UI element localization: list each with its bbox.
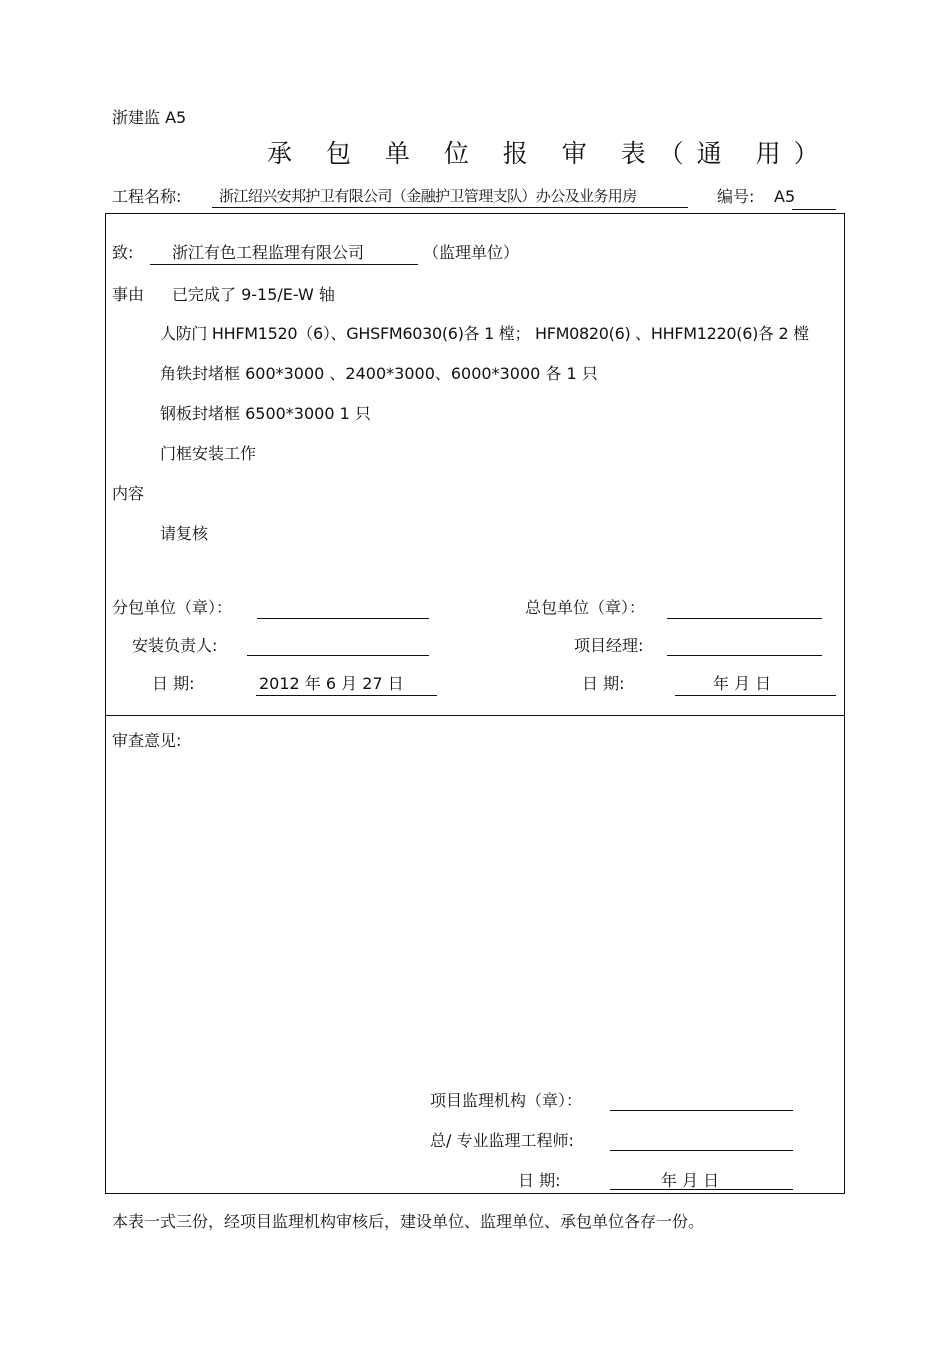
pm-label: 项目经理: — [574, 636, 644, 655]
content-label: 内容 — [112, 484, 145, 503]
footer-note: 本表一式三份，经项目监理机构审核后，建设单位、监理单位、承包单位各存一份。 — [112, 1212, 705, 1231]
project-name-value: 浙江绍兴安邦护卫有限公司（金融护卫管理支队）办公及业务用房 — [219, 187, 637, 205]
date-value-left: 2012 年 6 月 27 日 — [259, 674, 404, 693]
reason-line-2: 人防门 HHFM1520（6）、GHSFM6030(6)各 1 樘； HFM0820(6) 、HHFM1220(6)各 2 樘 — [160, 324, 809, 343]
sub-unit-signature-line[interactable] — [257, 618, 429, 619]
reason-line-4: 钢板封堵框 6500*3000 1 只 — [160, 404, 371, 423]
installer-signature-line[interactable] — [247, 655, 429, 656]
project-name-underline — [212, 207, 688, 208]
date-value-right: 年 月 日 — [713, 674, 772, 693]
date-label-left: 日 期: — [152, 674, 195, 693]
review-date-value: 年 月 日 — [661, 1171, 720, 1190]
general-unit-label: 总包单位（章）： — [525, 598, 646, 617]
general-unit-signature-line[interactable] — [667, 618, 822, 619]
review-date-underline — [610, 1189, 793, 1190]
request-text: 请复核 — [160, 524, 209, 543]
form-table — [105, 213, 845, 1194]
to-label: 致: — [112, 243, 134, 262]
to-suffix: （监理单位） — [423, 243, 520, 262]
reason-label: 事由 — [112, 285, 145, 304]
number-value: A5 — [774, 187, 796, 206]
to-value: 浙江有色工程监理有限公司 — [172, 243, 365, 262]
review-date-label: 日 期: — [518, 1171, 561, 1190]
to-underline — [150, 264, 418, 265]
form-code: 浙建监 A5 — [112, 108, 187, 127]
reason-line-3: 角铁封堵框 600*3000 、2400*3000、6000*3000 各 1 只 — [160, 364, 598, 383]
supervision-org-label: 项目监理机构（章）： — [430, 1091, 583, 1110]
engineer-signature-line[interactable] — [610, 1150, 793, 1151]
pm-signature-line[interactable] — [667, 655, 822, 656]
supervision-org-signature-line[interactable] — [610, 1110, 793, 1111]
opinion-label: 审查意见: — [112, 731, 182, 750]
sub-unit-label: 分包单位（章）： — [112, 598, 233, 617]
project-name-label: 工程名称: — [112, 187, 182, 206]
section-divider — [105, 715, 845, 716]
date-underline-right — [675, 695, 836, 696]
installer-label: 安装负责人: — [132, 636, 218, 655]
number-label: 编号: — [717, 187, 755, 206]
number-underline — [792, 209, 836, 210]
date-label-right: 日 期: — [582, 674, 625, 693]
form-title: 承 包 单 位 报 审 表（通 用） — [267, 139, 832, 168]
reason-line-5: 门框安装工作 — [160, 444, 257, 463]
reason-line-1: 已完成了 9-15/E-W 轴 — [172, 285, 335, 304]
date-underline-left — [256, 695, 437, 696]
engineer-label: 总/ 专业监理工程师: — [430, 1131, 574, 1150]
